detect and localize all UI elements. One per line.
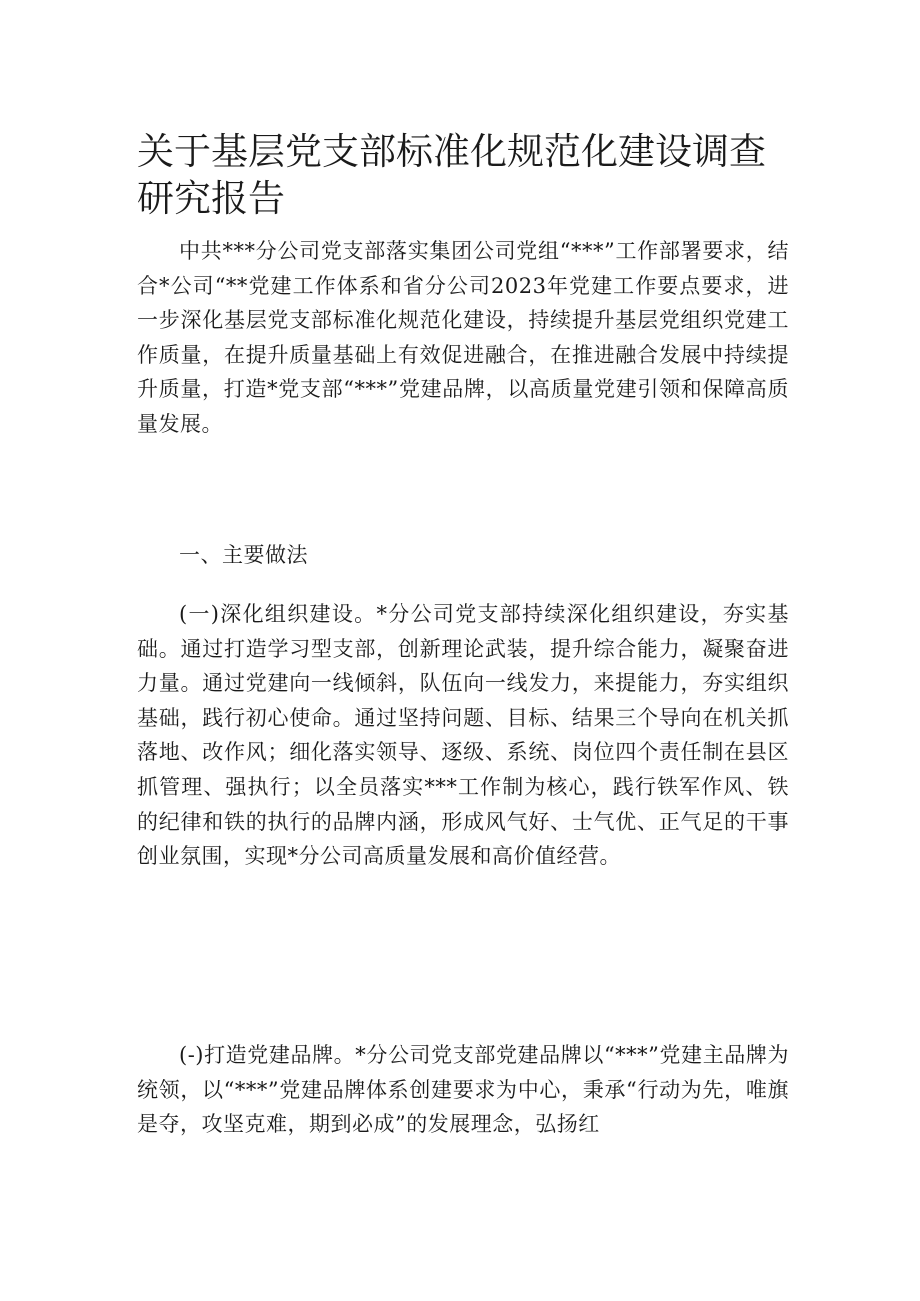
document-title: 关于基层党支部标准化规范化建设调查研究报告 xyxy=(137,130,766,220)
section-paragraph-brand: (-)打造党建品牌。*分公司党支部党建品牌以“***”党建主品牌为统领，以“***”党建品牌体系创建要求为中心，秉承“行动为先，唯旗是夺，攻坚克难，期到必成”的发展理念，弘扬红 xyxy=(137,1043,789,1137)
section-heading-main-practices: 一、主要做法 xyxy=(179,543,308,567)
intro-paragraph: 中共***分公司党支部落实集团公司党组“***”工作部署要求，结合*公司“**党建工作体系和省分公司2023年党建工作要点要求，进一步深化基层党支部标准化规范化建设，持续提升基层党组织党建工作质量，在提升质量基础上有效促进融合，在推进融合发展中持续提升质量，打造*党支部“***”党建品牌，以高质量党建引领和保障高质量发展。 xyxy=(137,239,789,436)
section-paragraph-organization: (一)深化组织建设。*分公司党支部持续深化组织建设，夯实基础。通过打造学习型支部，创新理论武装，提升综合能力，凝聚奋进力量。通过党建向一线倾斜，队伍向一线发力，来提能力，夯实组织基础，践行初心使命。通过坚持问题、目标、结果三个导向在机关抓落地、改作风；细化落实领导、逐级、系统、岗位四个责任制在县区抓管理、强执行；以全员落实***工作制为核心，践行铁军作风、铁的纪律和铁的执行的品牌内涵，形成风气好、士气优、正气足的干事创业氛围，实现*分公司高质量发展和高价值经营。 xyxy=(137,602,789,869)
